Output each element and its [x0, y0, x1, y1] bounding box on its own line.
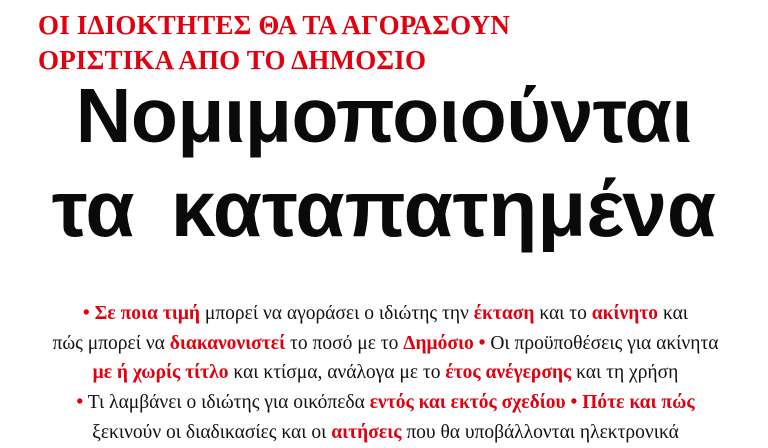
subdeck-l4-red-1: εντός και εκτός σχεδίου [369, 392, 566, 414]
subdeck-l1-plain-2: και το [539, 303, 587, 324]
headline-line-2: τα καταπατημένα [51, 164, 717, 253]
subdeck-line-4 [28, 389, 743, 417]
kicker-overline [38, 8, 738, 77]
subdeck-l5-plain-2: που θα υποβάλλονται ηλεκτρονικά [406, 421, 679, 443]
page-title [0, 73, 768, 253]
subdeck-l3-red-2: έτος ανέγερσης [445, 362, 572, 384]
subdeck-l1-red-2: έκταση [473, 303, 535, 324]
subdeck-l1-plain-3: και [662, 303, 689, 324]
bullet-marker-3: • [76, 392, 84, 414]
subdeck-summary [28, 300, 743, 448]
bullet-marker-4: • [570, 392, 578, 414]
kicker-line-2: ΟΡΙΣΤΙΚΑ ΑΠΟ ΤΟ ΔΗΜΟΣΙΟ [38, 44, 427, 75]
subdeck-l3-plain-2: και τη χρήση [576, 362, 679, 384]
subdeck-line-5 [28, 419, 743, 447]
subdeck-line-3 [28, 359, 743, 387]
subdeck-l3-red-1: με ή χωρίς τίτλο [92, 362, 229, 384]
subdeck-l2-plain-3: Οι προϋποθέσεις για ακίνητα [490, 332, 719, 354]
subdeck-l3-plain-1: και κτίσμα, ανάλογα με το [233, 362, 441, 384]
headline-line-1: Νομιμοποιούνται [75, 73, 693, 159]
subdeck-l4-plain-1: Τι λαμβάνει ο ιδιώτης για οικόπεδα [87, 392, 365, 414]
subdeck-l1-plain-1: μπορεί να αγοράσει ο ιδιώτης την [204, 303, 469, 324]
subdeck-l2-red-1: διακανονιστεί [169, 332, 286, 354]
kicker-line-1: ΟΙ ΙΔΙΟΚΤΗΤΕΣ ΘΑ ΤΑ ΑΓΟΡΑΣΟΥΝ [38, 10, 511, 40]
subdeck-l2-plain-2: το ποσό με το [290, 332, 399, 354]
subdeck-l1-red-1: Σε ποια τιμή [94, 303, 200, 324]
subdeck-l1-red-3: ακίνητο [591, 303, 659, 324]
subdeck-l5-red-1: αιτήσεις [331, 421, 402, 443]
bullet-marker-2: • [478, 332, 486, 354]
subdeck-line-1 [28, 300, 743, 328]
bullet-marker-1: • [82, 303, 90, 324]
subdeck-line-2 [28, 330, 743, 358]
subdeck-l5-plain-1: ξεκινούν οι διαδικασίες και οι [92, 421, 327, 443]
subdeck-l2-plain-1: πώς μπορεί να [52, 332, 165, 354]
subdeck-l4-red-2: Πότε και πώς [582, 392, 695, 414]
subdeck-l2-red-2: Δημόσιο [403, 332, 474, 354]
